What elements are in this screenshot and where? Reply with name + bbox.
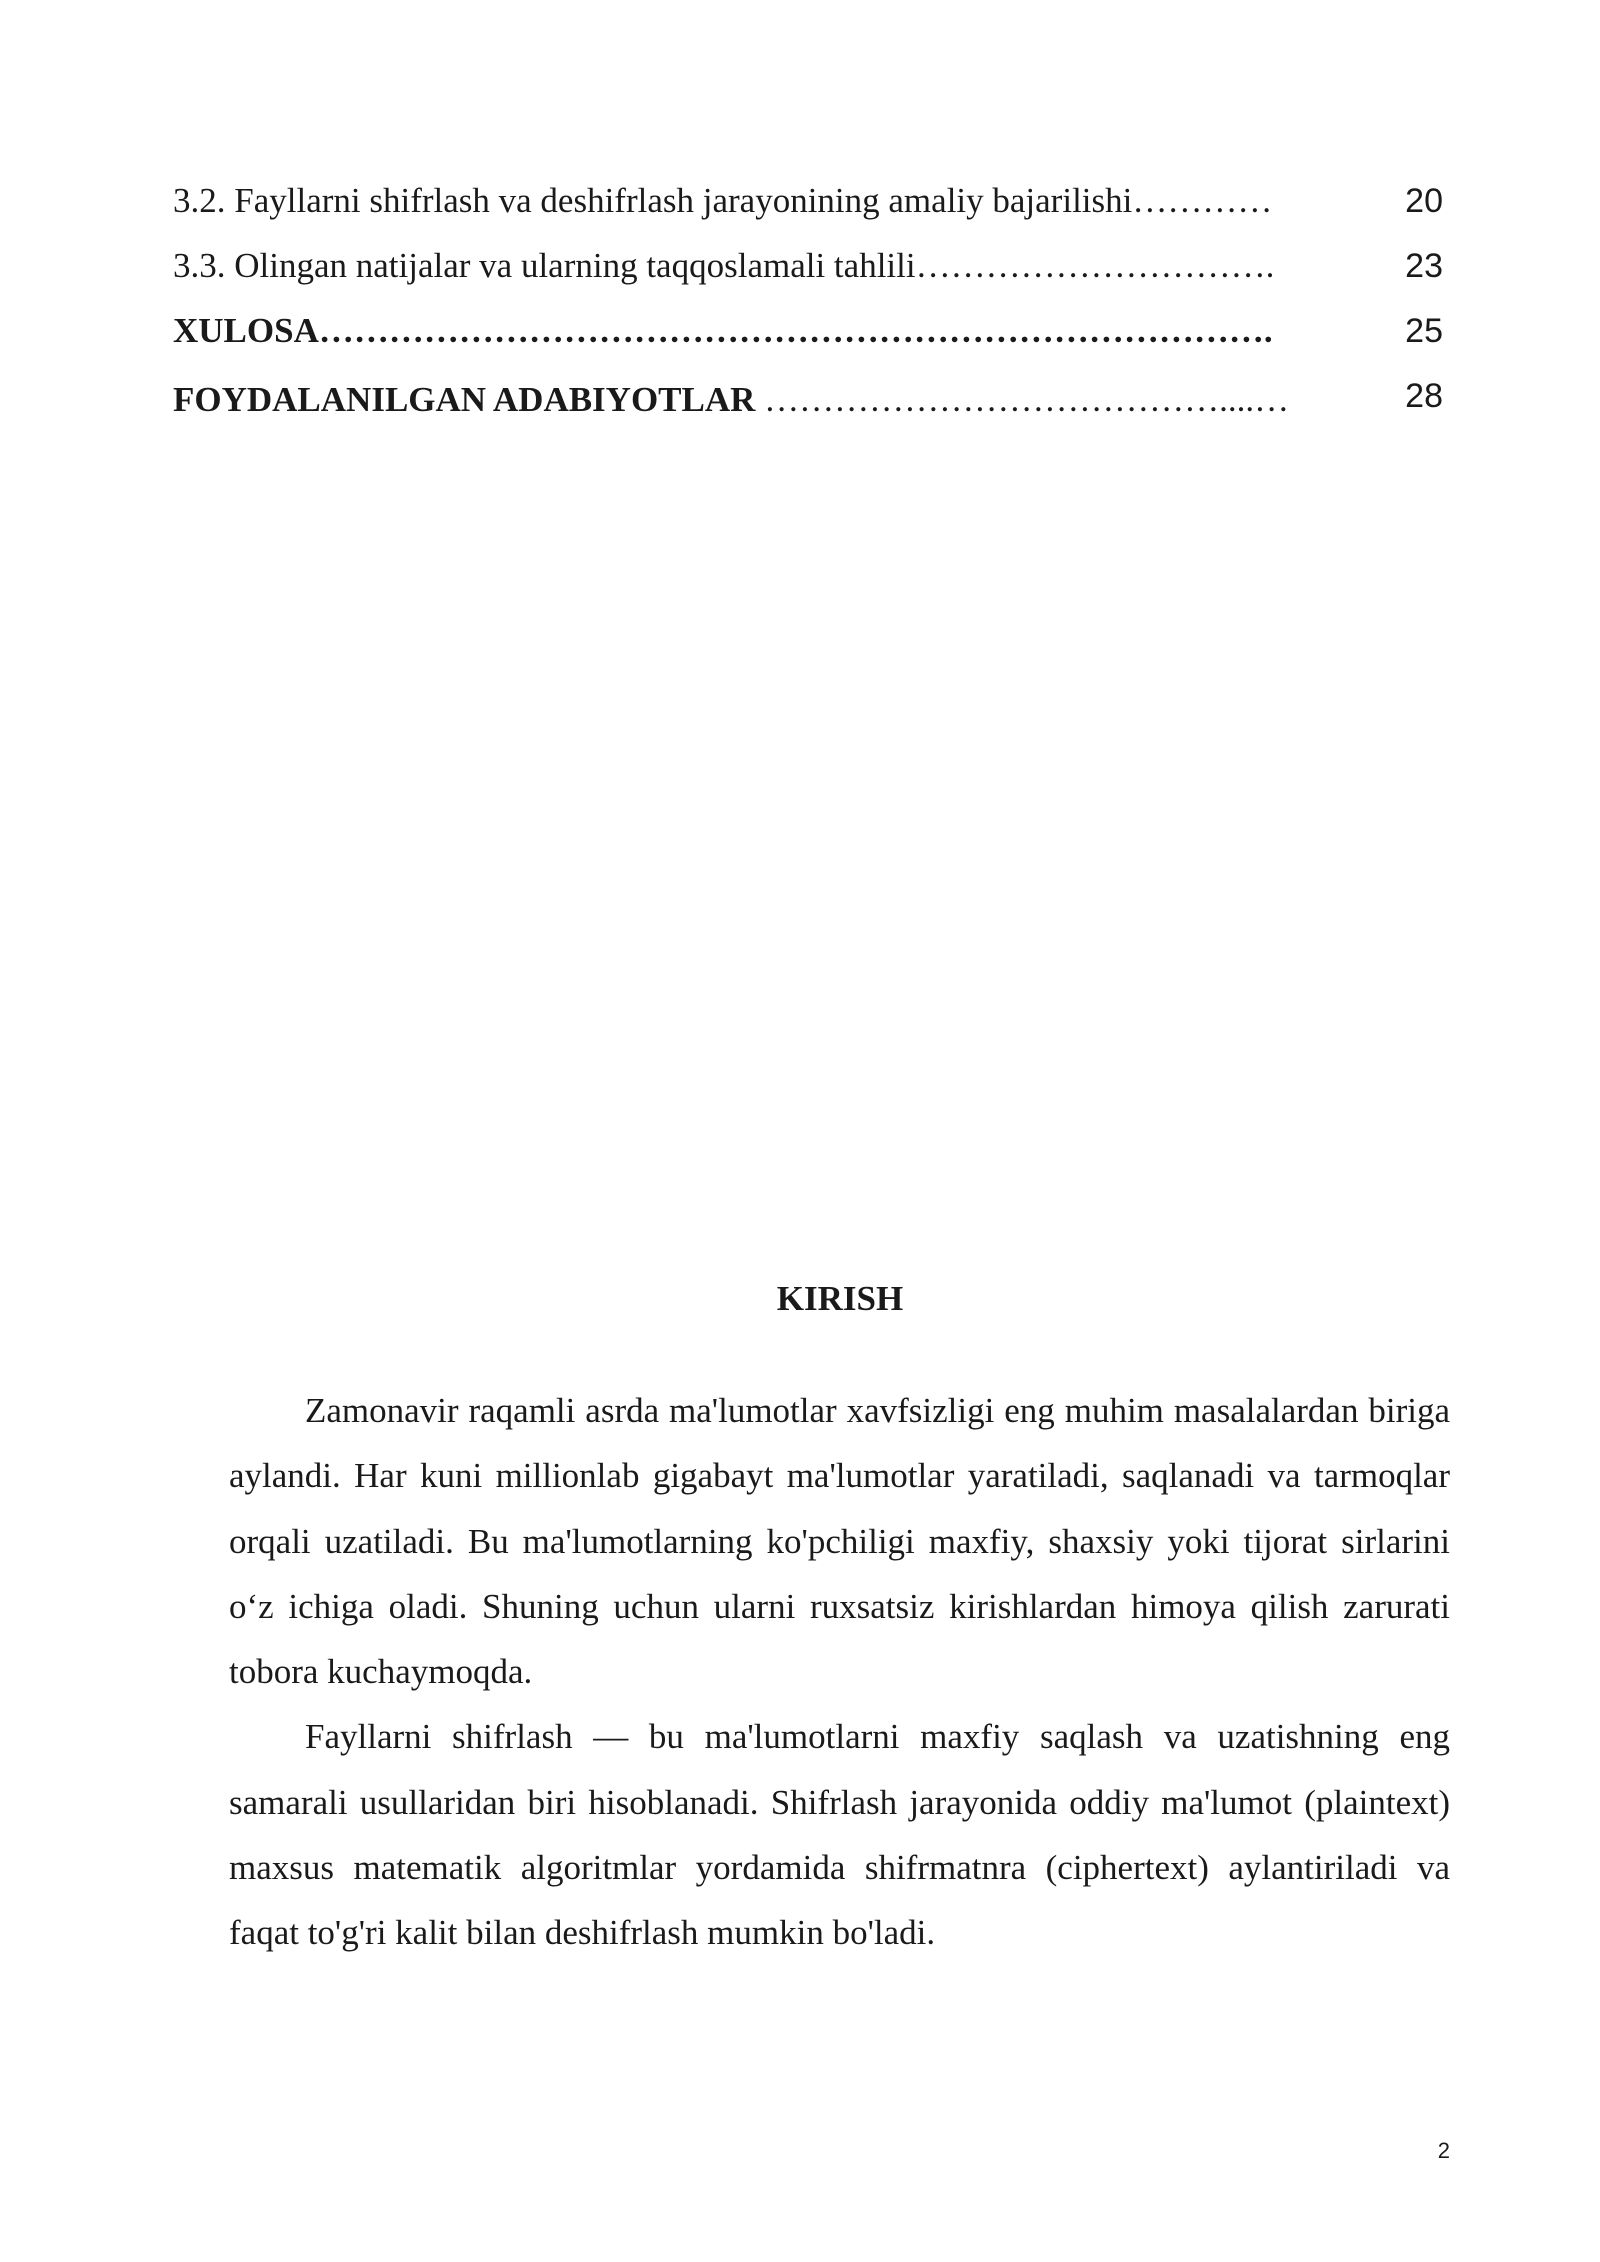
table-of-contents — [173, 176, 1443, 436]
section-heading: KIRISH — [776, 1279, 904, 1318]
toc-entry-xulosa[interactable] — [173, 306, 1443, 371]
toc-entry-adabiyotlar[interactable] — [173, 375, 1443, 440]
toc-entry-title — [173, 375, 1289, 425]
toc-page-number: 25 — [1405, 312, 1443, 350]
section-body — [229, 1378, 1450, 1966]
toc-entry-title — [173, 306, 1273, 356]
toc-page-number: 23 — [1405, 247, 1443, 285]
toc-entry-3-2[interactable] — [173, 176, 1443, 241]
toc-entry-3-3[interactable] — [173, 241, 1443, 306]
page-number: 2 — [1437, 2138, 1450, 2163]
toc-entry-label: FOYDALANILGAN ADABIYOTLAR — [173, 380, 765, 419]
toc-page-number: 20 — [1405, 182, 1443, 220]
toc-leader-dots: …………………………. — [915, 246, 1275, 285]
toc-leader-dots: …………………………………....… — [764, 380, 1290, 419]
toc-leader-dots: ………………………………………………………………………. — [318, 311, 1273, 350]
paragraph: Fayllarni shifrlash — bu ma'lumotlarni maxfiy saqlash va uzatishning eng samarali usullaridan biri hisoblanadi. Shifrlash jarayonida oddiy ma'lumot (plaintext) maxsus matematik algoritmlar yordamida shifrmatnra (ciphertext) aylantiriladi va faqat to'g'ri kalit bilan deshifrlash mumkin bo'ladi. — [229, 1717, 1450, 1953]
toc-leader-dots: ………… — [1132, 181, 1273, 220]
toc-entry-title — [173, 241, 1274, 291]
paragraph: Zamonavir raqamli asrda ma'lumotlar xavfsizligi eng muhim masalalardan biriga aylandi. Har kuni millionlab gigabayt ma'lumotlar yaratiladi, saqlanadi va tarmoqlar orqali uzatiladi. Bu ma'lumotlarning ko'pchiligi maxfiy, shaxsiy yoki tijorat sirlarini o‘z ichiga oladi. Shuning uchun ularni ruxsatsiz kirishlardan himoya qilish zarurati tobora kuchaymoqda. — [229, 1391, 1450, 1692]
toc-page-number: 28 — [1405, 377, 1443, 415]
toc-entry-label: 3.3. Olingan natijalar va ularning taqqoslamali tahlili — [173, 246, 916, 285]
toc-entry-title — [173, 176, 1272, 226]
toc-entry-label: 3.2. Fayllarni shifrlash va deshifrlash jarayonining amaliy bajarilishi — [173, 181, 1133, 220]
toc-entry-label: XULOSA — [173, 311, 319, 350]
